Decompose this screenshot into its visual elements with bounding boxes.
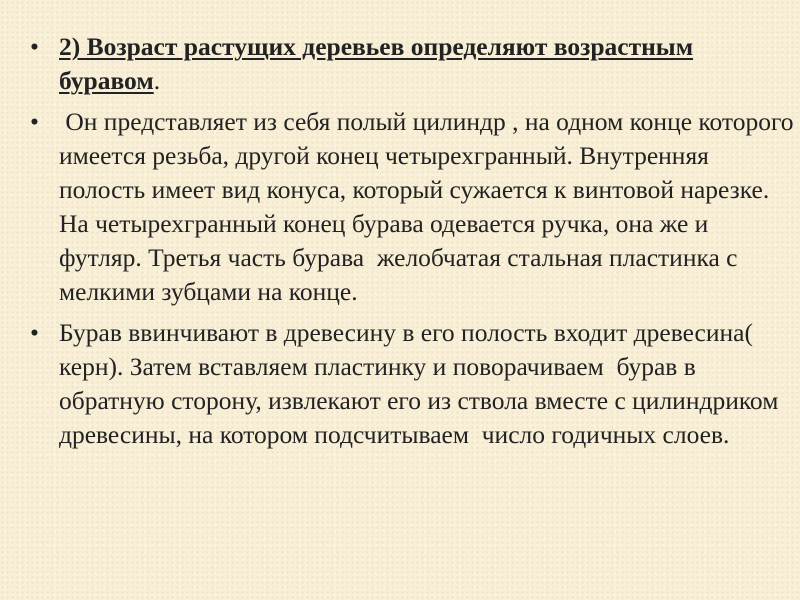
bullet-icon: • (30, 318, 39, 347)
heading-period: . (153, 66, 161, 95)
bullet-item-procedure (30, 316, 795, 452)
procedure-text: Бурав ввинчивают в древесину в его полость входит древесина( керн). Затем вставляем пластинку и поворачиваем бурав в обратную сторону, извлекают его из ствола вместе с цилиндриком древесины, на котором подсчитываем число годичных слоев. (59, 318, 785, 449)
bullet-icon: • (30, 32, 39, 61)
slide-heading: 2) Возраст растущих деревьев определяют возрастным буравом (59, 32, 694, 95)
bullet-item-description (30, 105, 800, 309)
bullet-icon: • (30, 107, 39, 136)
bullet-item-heading (30, 30, 795, 98)
bullet-list (30, 30, 800, 459)
description-text: Он представляет из себя полый цилиндр , на одном конце которого имеется резьба, другой конец четырехгранный. Внутренняя полость имеет вид конуса, который сужается к винтовой нарезке. На четырехгранный конец бурава одевается ручка, она же и футляр. Третья часть бурава желобчатая стальная пластинка с мелкими зубцами на конце. (59, 107, 800, 306)
